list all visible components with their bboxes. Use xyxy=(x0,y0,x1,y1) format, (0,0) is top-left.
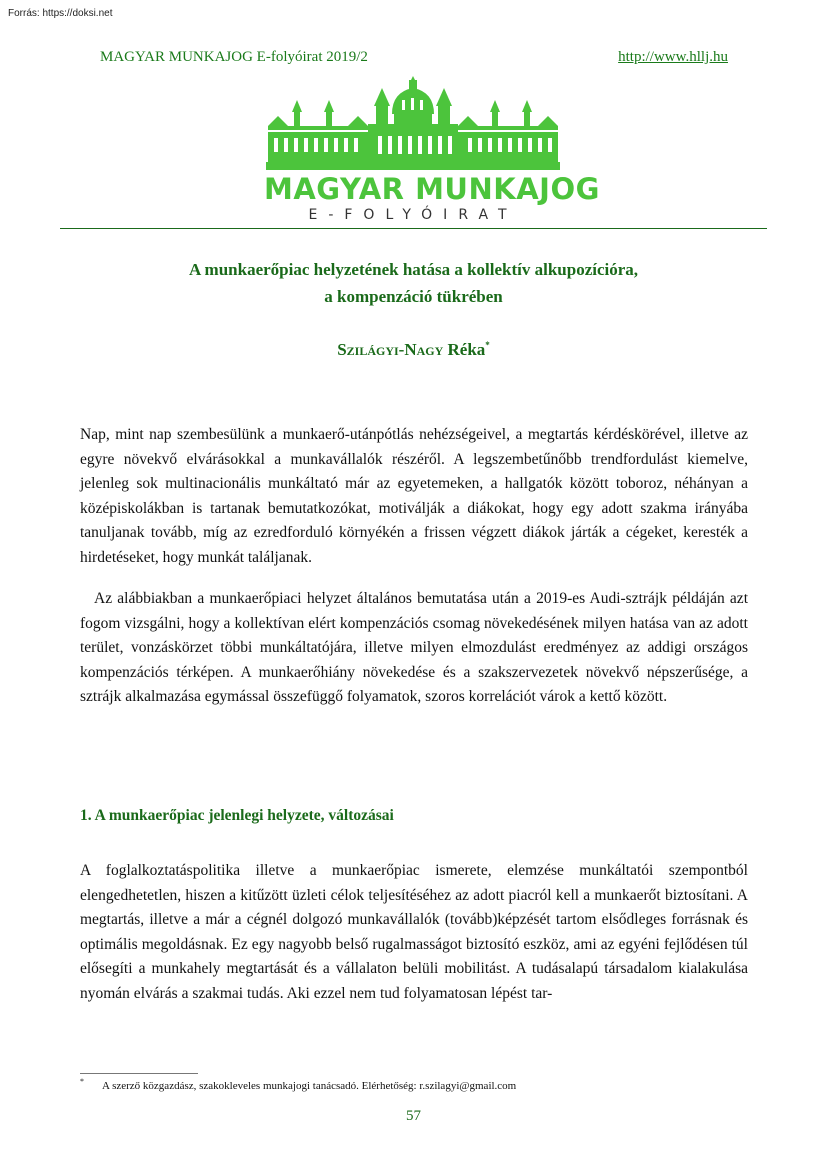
section-heading: 1. A munkaerőpiac jelenlegi helyzete, változásai xyxy=(80,807,394,824)
intro-paragraph-1: Nap, mint nap szembesülünk a munkaerő-utánpótlás nehézségeivel, a megtartás kérdéskörével, illetve az egyre növekvő elvárásokkal a munkavállalók részéről. A legszembetűnőbb trendfordulást kiemelve, jelenleg sok multinacionális munkáltató már az egyetemeken, a hallgatók között toboroz, néhányan a középiskolákban is tartanak bemutatkozókat, motiválják a diákokat, hogy egy adott szakma irányába tanuljanak tovább, míg az ezredforduló környékén a frissen végzett diákok járták a cégeket, keresték a hirdetéseket, hogy munkát találjanak. xyxy=(80,426,748,566)
article-author xyxy=(80,340,747,360)
section-paragraph: A foglalkoztatáspolitika illetve a munkaerőpiac ismerete, elemzése munkáltatói szempontból elengedhetetlen, hiszen a kitűzött üzleti célok teljesítéséhez az adott piacról kell a munkaerőt biztosítani. A megtartás, illetve a már a cégnél dolgozó munkavállalók (tovább)képzését tartom elsődleges forrásnak és optimális megoldásnak. Ez egy nagyobb belső rugalmasságot biztosító eszköz, ami az egyéni fejlődésen túl elősegíti a munkahely megtartását és a vállalaton belüli mobilitást. A tudásalapú társadalom kialakulása nyomán elvárás a szakmai tudás. Aki ezzel nem tud folyamatosan lépést tar- xyxy=(80,862,748,1002)
source-label: Forrás: https://doksi.net xyxy=(8,8,113,19)
header-divider xyxy=(60,228,767,229)
journal-logo xyxy=(264,76,600,226)
intro-paragraph-2: Az alábbiakban a munkaerőpiaci helyzet általános bemutatása után a 2019-es Audi-sztrájk példáján azt fogom vizsgálni, hogy a kollektívan elért kompenzációs csomag növekedésének milyen hatása van az adott terület, vonzáskörzet többi munkáltatójára, illetve milyen elmozdulást eredményez az addigi országos kompenzációs térképen. A munkaerőhiány növekedése és a szakszervezetek növekvő népszerűsége, a sztrájk alkalmazása egymással összefüggő folyamatok, szoros korrelációt várok a kettő között. xyxy=(80,590,748,705)
journal-header: MAGYAR MUNKAJOG E-folyóirat 2019/2 xyxy=(100,49,368,65)
footnote-text: A szerző közgazdász, szakokleveles munkajogi tanácsadó. Elérhetőség: r.szilagyi@gmail.com xyxy=(102,1080,517,1092)
article-title xyxy=(80,256,747,310)
author-footnote-mark[interactable]: * xyxy=(485,340,490,350)
author-given-name: Réka xyxy=(447,340,486,359)
article-title-line-1: A munkaerőpiac helyzetének hatása a kollektív alkupozícióra, xyxy=(188,260,639,279)
parliament-building-icon xyxy=(264,76,562,172)
page-number: 57 xyxy=(406,1108,421,1124)
journal-url-link[interactable]: http://www.hllj.hu xyxy=(618,49,728,65)
footnote-mark: * xyxy=(80,1077,84,1086)
footnote-divider xyxy=(80,1073,198,1074)
author-surname: Szilágyi-Nagy xyxy=(337,340,444,359)
logo-subtitle: E-FOLYÓIRAT xyxy=(308,207,518,223)
logo-title: MAGYAR MUNKAJOG xyxy=(264,172,600,206)
article-title-line-2: a kompenzáció tükrében xyxy=(324,287,503,306)
